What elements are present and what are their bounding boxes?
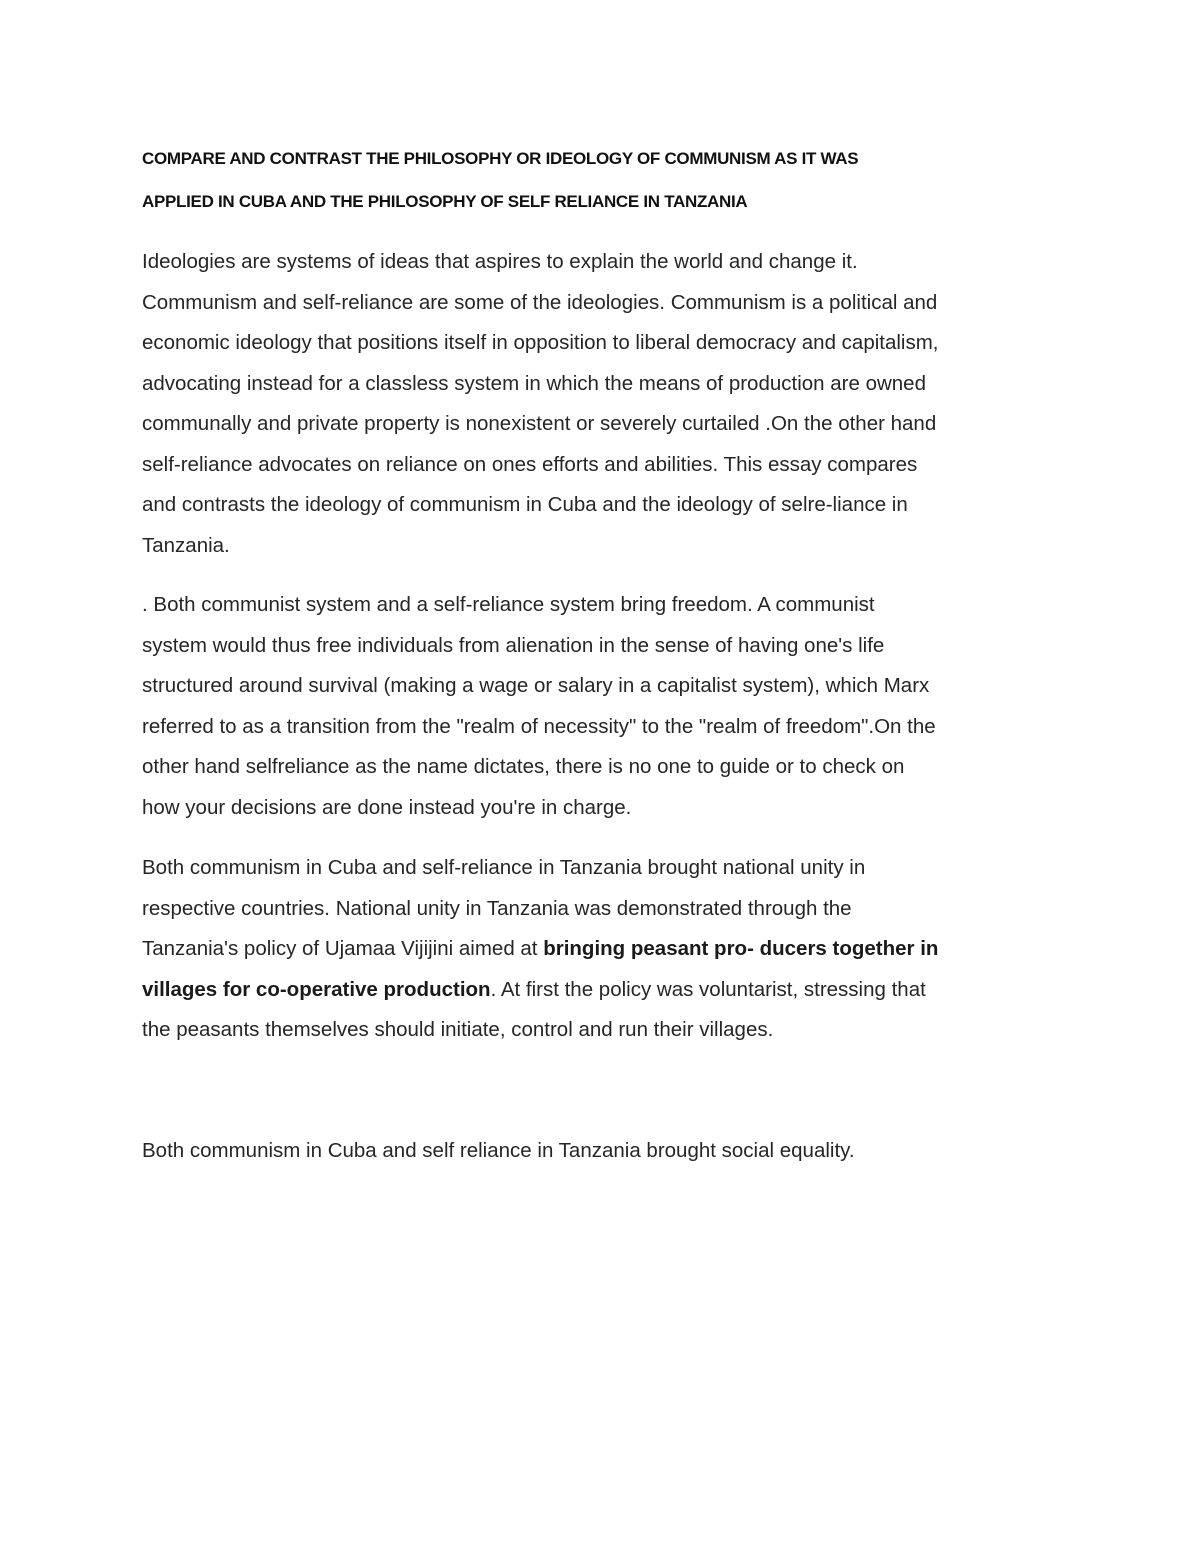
paragraph-freedom [142, 585, 1072, 828]
text-line: structured around survival (making a wage or salary in a capitalist system), which Marx [142, 674, 930, 697]
text-line: other hand selfreliance as the name dictates, there is no one to guide or to check on [142, 755, 905, 778]
title-line: APPLIED IN CUBA AND THE PHILOSOPHY OF SELF RELIANCE IN TANZANIA [142, 192, 748, 211]
text-run: . At first the policy was voluntarist, stressing that [490, 977, 926, 1001]
text-line: the peasants themselves should initiate, control and run their villages. [142, 1018, 774, 1041]
text-line: . Both communist system and a self-reliance system bring freedom. A communist [142, 593, 875, 616]
text-line: advocating instead for a classless system in which the means of production are owned [142, 371, 926, 395]
text-line: how your decisions are done instead you're in charge. [142, 795, 632, 819]
paragraph-national-unity [142, 848, 1072, 1051]
text-line: Ideologies are systems of ideas that aspires to explain the world and change it. [142, 250, 858, 273]
text-line: respective countries. National unity in Tanzania was demonstrated through the [142, 896, 852, 920]
text-line: referred to as a transition from the "realm of necessity" to the "realm of freedom".On the [142, 714, 936, 738]
paragraph-intro [142, 242, 1072, 566]
text-line: economic ideology that positions itself in opposition to liberal democracy and capitalism, [142, 331, 939, 354]
title-line: COMPARE AND CONTRAST THE PHILOSOPHY OR IDEOLOGY OF COMMUNISM AS IT WAS [142, 149, 859, 168]
text-line: self-reliance advocates on reliance on ones efforts and abilities. This essay compares [142, 452, 918, 476]
text-line: system would thus free individuals from alienation in the sense of having one's life [142, 633, 885, 657]
text-line: and contrasts the ideology of communism in Cuba and the ideology of selre-liance in [142, 493, 908, 516]
text-line [142, 970, 1072, 1011]
text-run: Tanzania's policy of Ujamaa Vijijini aimed at [142, 937, 544, 960]
text-line: communally and private property is nonexistent or severely curtailed .On the other hand [142, 412, 937, 435]
document-title [142, 137, 1082, 223]
bold-text-run: bringing peasant pro- ducers together in [543, 937, 939, 960]
bold-text-run: villages for co-operative production [142, 977, 491, 1001]
text-line [142, 929, 1072, 970]
paragraph-social-equality [142, 1131, 1072, 1172]
text-line: Both communism in Cuba and self-reliance in Tanzania brought national unity in [142, 856, 866, 879]
text-line: Both communism in Cuba and self reliance in Tanzania brought social equality. [142, 1139, 855, 1162]
text-line: Tanzania. [142, 533, 230, 557]
text-line: Communism and self-reliance are some of the ideologies. Communism is a political and [142, 290, 938, 314]
